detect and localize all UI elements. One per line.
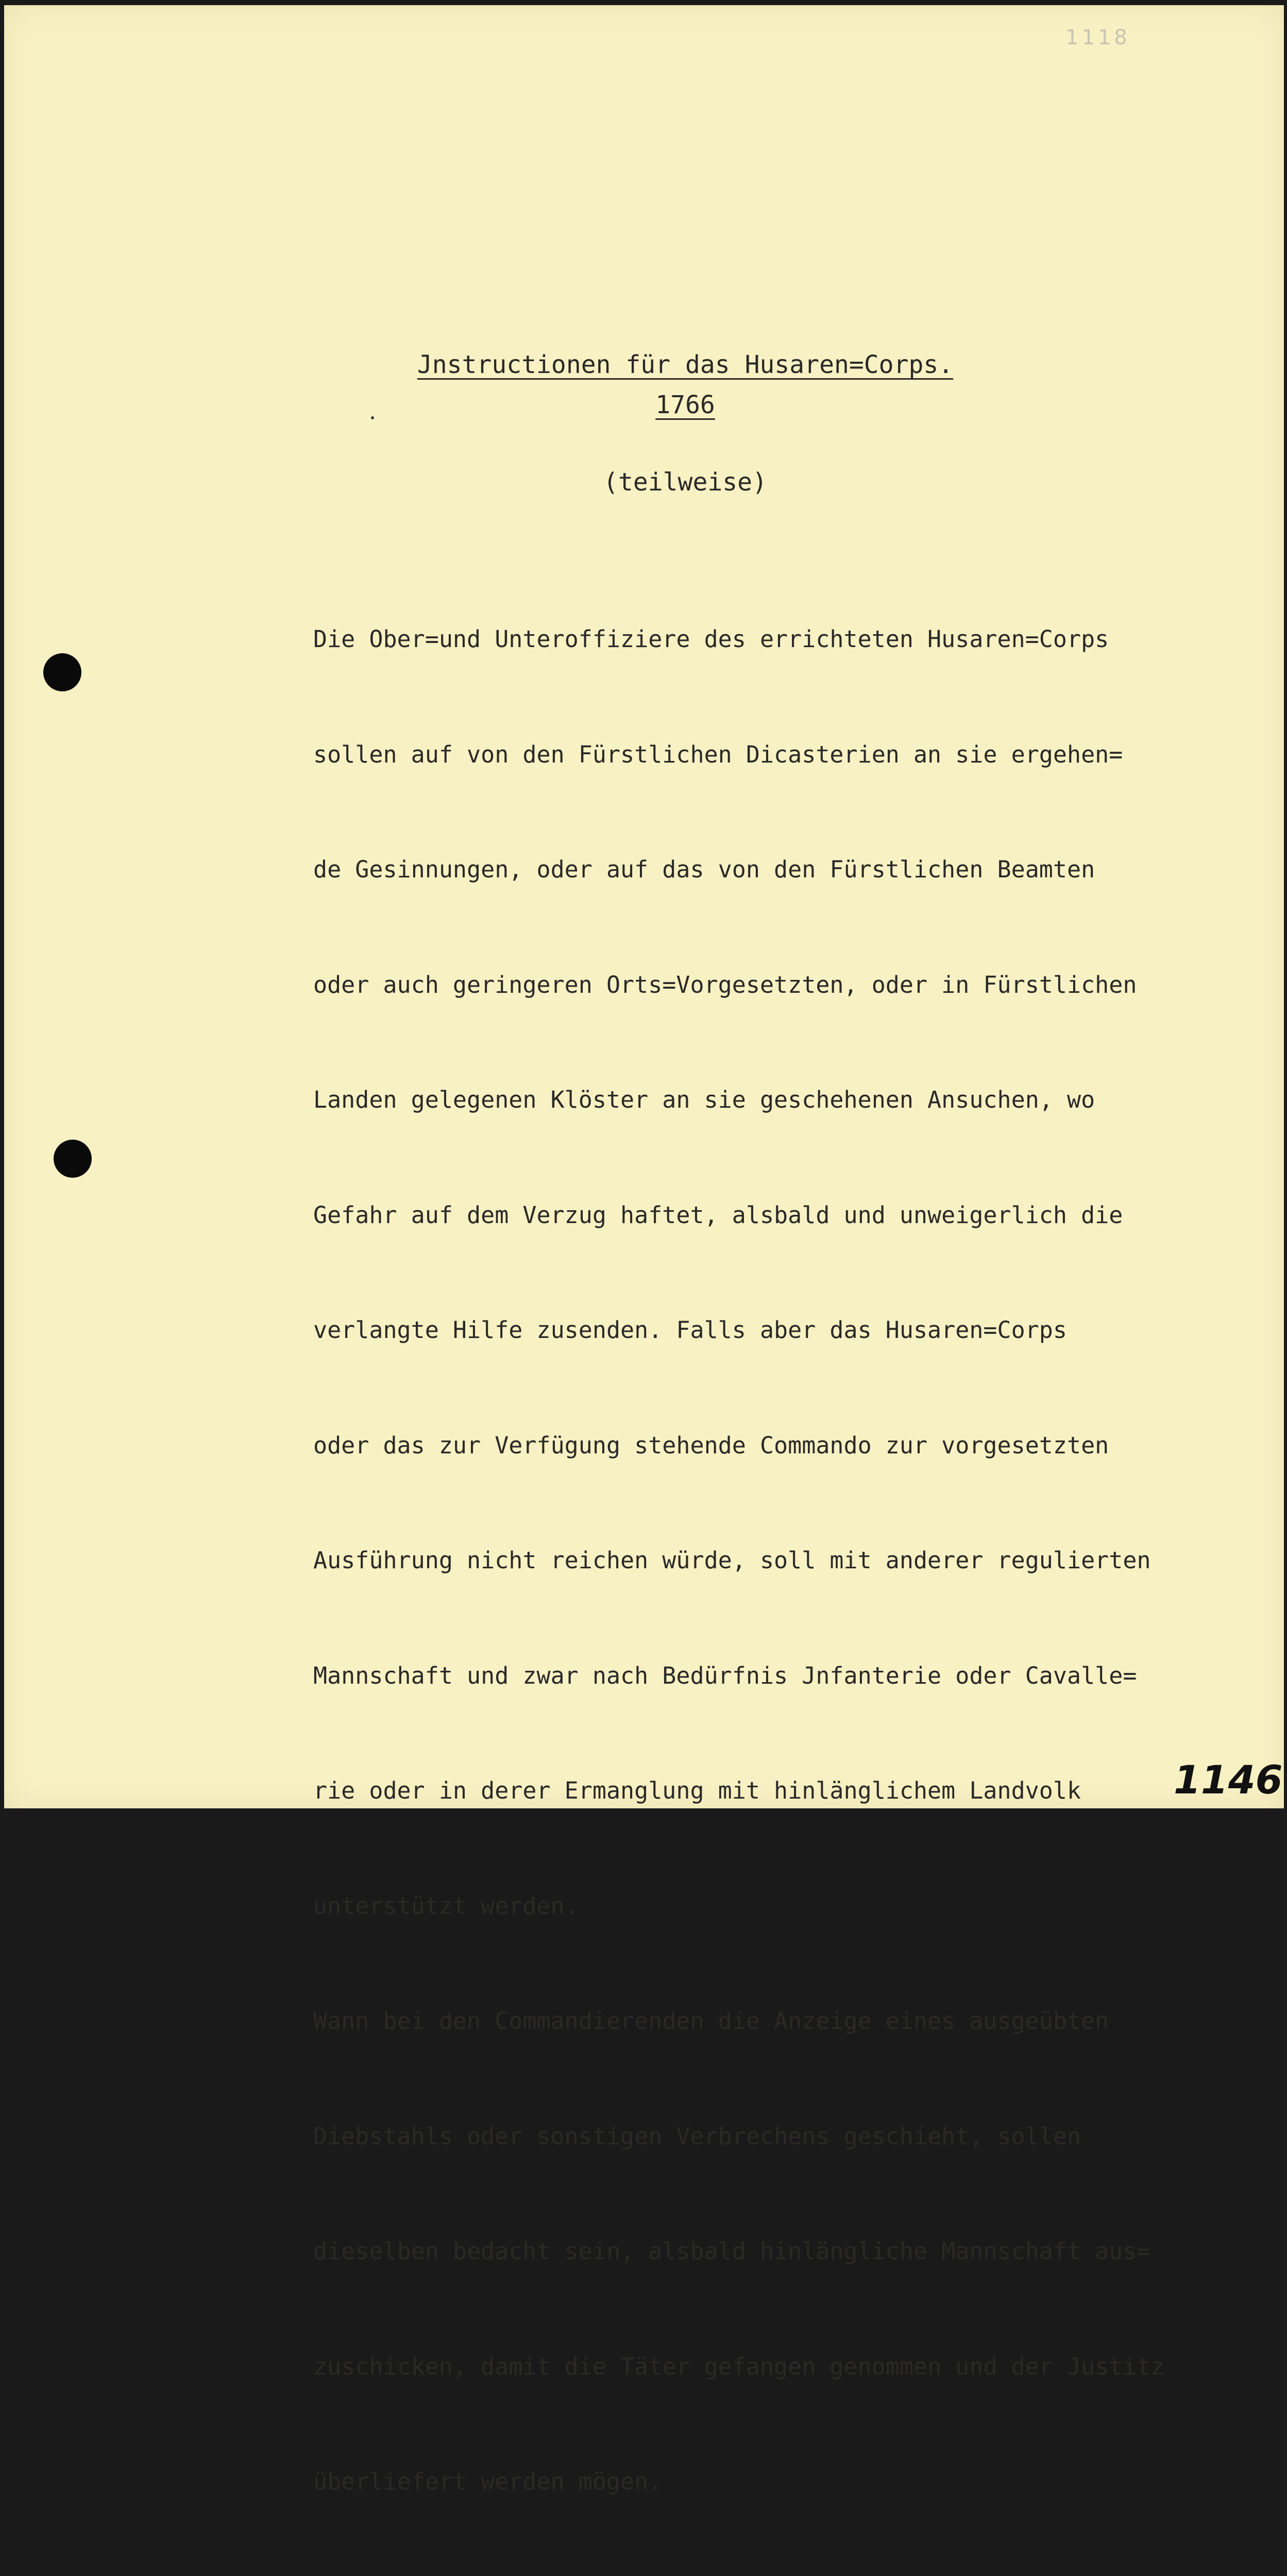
document-body — [313, 544, 1284, 2576]
punch-hole — [43, 653, 81, 691]
document-title: Jnstructionen für das Husaren=Corps. — [417, 350, 954, 379]
body-line: Ausführung nicht reichen würde, soll mit anderer regulierten — [313, 1547, 1151, 1574]
body-line: Diebstahls oder sonstigen Verbrechens geschieht, sollen — [313, 2122, 1081, 2150]
body-line: Die Ober=und Unteroffiziere des errichteten Husaren=Corps — [313, 625, 1109, 653]
body-line: oder das zur Verfügung stehende Commando zur vorgesetzten — [313, 1431, 1109, 1459]
body-line: dieselben bedacht sein, alsbald hinlängliche Mannschaft aus= — [313, 2238, 1151, 2265]
body-line: Landen gelegenen Klöster an sie geschehenen Ansuchen, wo — [313, 1086, 1095, 1113]
body-line: Wann bei den Commandierenden die Anzeige eines ausgeübten — [313, 2007, 1109, 2035]
document-subtitle: (teilweise) — [603, 468, 767, 497]
body-line: rie oder in derer Ermanglung mit hinlänglichem Landvolk — [313, 1777, 1081, 1804]
body-line: zuschicken, damit die Täter gefangen genommen und der Justitz — [313, 2352, 1165, 2380]
body-line: unterstützt werden. — [313, 1892, 579, 1920]
document-page — [4, 5, 1284, 2495]
body-line: verlangte Hilfe zusenden. Falls aber das Husaren=Corps — [313, 1316, 1067, 1344]
body-line: oder auch geringeren Orts=Vorgesetzten, oder in Fürstlichen — [313, 971, 1137, 998]
page-number: 1146 — [1174, 1757, 1283, 1803]
body-line: sollen auf von den Fürstlichen Dicasterien an sie ergehen= — [313, 740, 1123, 768]
body-line: Mannschaft und zwar nach Bedürfnis Jnfanterie oder Cavalle= — [313, 1662, 1137, 1689]
body-line: de Gesinnungen, oder auf das von den Fürstlichen Beamten — [313, 856, 1095, 883]
document-year: 1766 — [655, 391, 715, 419]
body-line: überliefert werden mögen. — [313, 2468, 663, 2495]
body-line: Gefahr auf dem Verzug haftet, alsbald und unweigerlich die — [313, 1201, 1123, 1229]
punch-hole — [54, 1140, 92, 1178]
archive-pencil-mark: 1118 — [1065, 26, 1130, 49]
